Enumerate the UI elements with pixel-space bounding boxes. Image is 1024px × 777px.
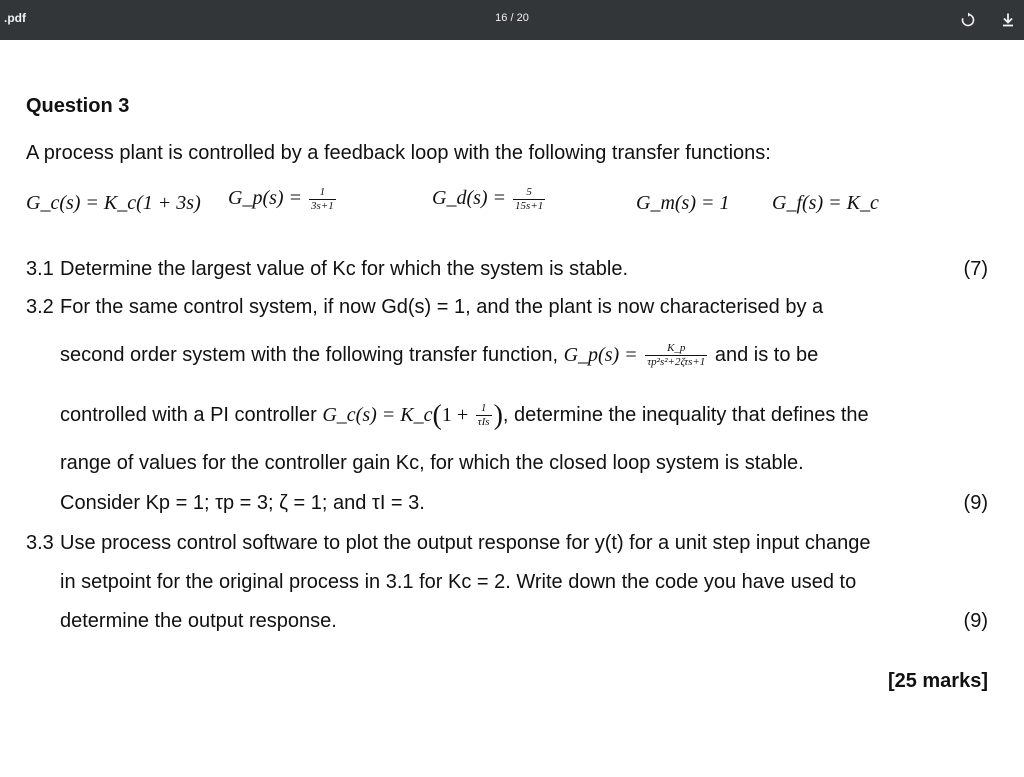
equation-gm: G_m(s) = 1 [636,192,730,214]
gd-fraction [513,186,545,213]
q33-line3: determine the output response. [60,610,337,632]
document-page [0,40,1024,777]
q32-gp-fraction [645,342,707,369]
q32-gp-numerator: K_p [645,342,707,356]
equation-gf: G_f(s) = K_c [772,192,879,214]
gp-lhs: G_p(s) = [228,187,303,210]
close-paren: ) [493,400,503,431]
download-button[interactable] [996,8,1020,32]
q33-number: 3.3 [26,532,54,554]
gd-numerator: 5 [513,186,545,200]
q32-line2 [60,342,818,369]
q31-marks: (7) [963,258,988,280]
gp-numerator: 1 [309,186,336,200]
q32-line3-post: , determine the inequality that defines the [502,404,869,426]
q32-gc-numerator: 1 [476,402,492,416]
file-name: .pdf [4,11,26,25]
q33-marks: (9) [963,610,988,632]
q32-line3-pre: controlled with a PI controller [60,404,317,426]
q33-line2: in setpoint for the original process in 3.1 for Kc = 2. Write down the code you have used to [60,571,857,593]
gp-fraction [309,186,336,213]
q32-gc-denominator: τIs [477,416,490,429]
equation-gp [228,186,338,213]
download-icon [1000,12,1016,28]
q32-gc-fraction [476,402,492,429]
question-title: Question 3 [26,95,130,117]
q31-text: Determine the largest value of Kc for which the system is stable. [60,258,629,280]
q32-gc-lhs: G_c(s) = K_c [322,404,433,426]
total-marks: [25 marks] [887,670,988,692]
equation-gd [432,186,547,213]
q32-marks: (9) [963,492,988,514]
one-plus: 1 + [441,404,469,426]
q32-line1: For the same control system, if now Gd(s) = 1, and the plant is now characterised by a [60,296,824,318]
q32-gp-lhs: G_p(s) = [563,343,638,366]
gd-denominator: 15s+1 [515,200,544,212]
q32-number: 3.2 [26,296,54,318]
q32-line2-pre: second order system with the following transfer function, [60,343,559,366]
q33-line1: Use process control software to plot the output response for y(t) for a unit step input change [60,532,871,554]
q31-number: 3.1 [26,258,54,280]
q32-line3 [60,400,869,432]
equation-gc [26,192,201,215]
open-paren: ( [432,400,442,431]
rotate-button[interactable] [956,8,980,32]
q32-line2-post: and is to be [714,343,819,366]
page-indicator[interactable]: 16 / 20 [495,12,529,24]
gc-equation: G_c(s) = K_c(1 + 3s) [26,192,201,214]
gd-lhs: G_d(s) = [432,187,507,210]
q32-line4: range of values for the controller gain Kc, for which the closed loop system is stable. [60,452,804,474]
gp-denominator: 3s+1 [311,200,334,212]
intro-text: A process plant is controlled by a feedback loop with the following transfer functions: [26,142,771,164]
rotate-icon [960,12,976,28]
q32-gp-denominator: τp²s²+2ζτs+1 [647,356,706,368]
q32-line5: Consider Kp = 1; τp = 3; ζ = 1; and τI = 3. [60,492,425,514]
pdf-toolbar [0,0,1024,40]
